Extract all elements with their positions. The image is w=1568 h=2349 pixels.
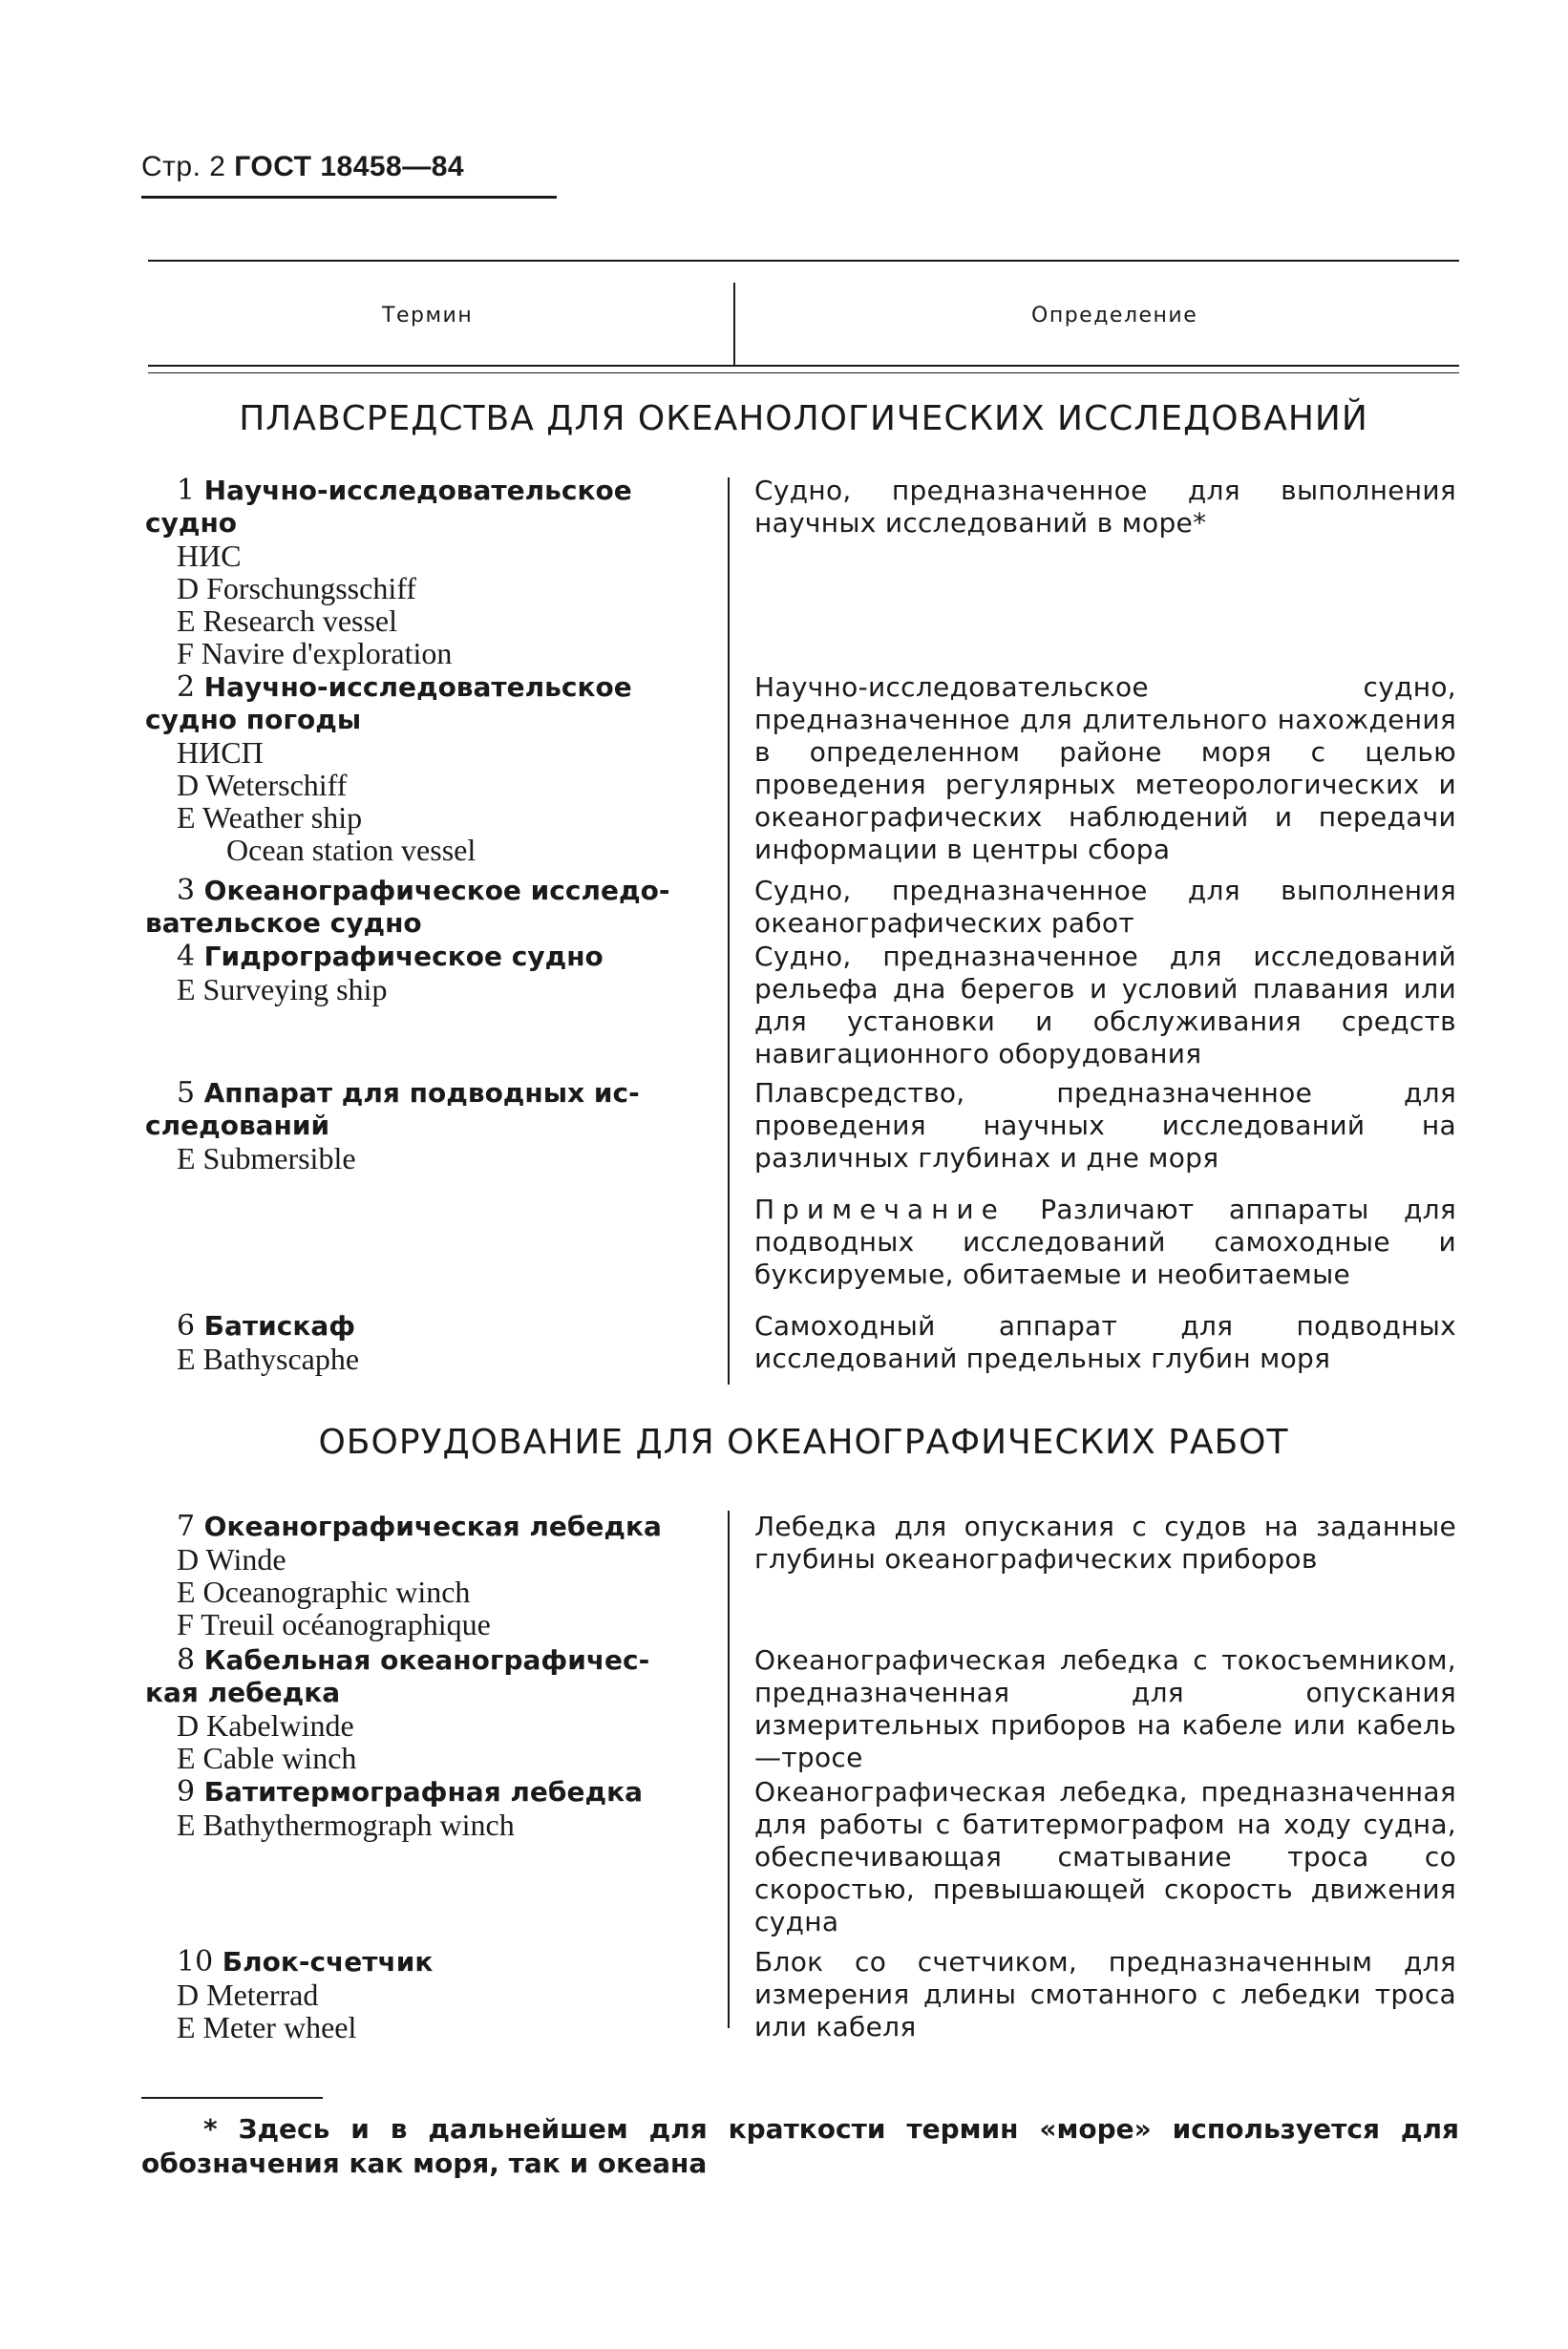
- term-title: Батискаф: [203, 1310, 356, 1342]
- term-abbreviation: НИС: [177, 539, 242, 573]
- definition: Самоходный аппарат для подводных исследований предельных глубин моря: [754, 1310, 1456, 1374]
- term-number: 1: [177, 474, 196, 507]
- term-foreign: E Weather ship: [177, 800, 363, 835]
- term-entry: [145, 875, 685, 940]
- table-head-rule: [148, 365, 1459, 367]
- term-title-cont: судно погоды: [145, 704, 362, 735]
- term-foreign: E Oceanographic winch: [177, 1575, 471, 1609]
- term-number: 10: [177, 1945, 214, 1979]
- term-entry: [145, 941, 685, 1005]
- footnote: * Здесь и в дальнейшем для краткости термин «море» используется для обозначения как моря, так и океана: [141, 2113, 1459, 2179]
- term-foreign: F Treuil océanographique: [177, 1607, 491, 1641]
- term-foreign: E Research vessel: [177, 603, 398, 638]
- term-foreign: Ocean station vessel: [226, 833, 477, 867]
- term-number: 3: [177, 874, 196, 907]
- table-head-rule-thin: [148, 372, 1459, 373]
- term-number: 8: [177, 1643, 196, 1677]
- definition: Блок со счетчиком, предназначенным для измерения длины смотанного с лебедки троса или кабеля: [754, 1946, 1456, 2042]
- term-entry: [145, 1776, 685, 1841]
- term-title: Батитермографная лебедка: [203, 1776, 643, 1808]
- term-number: 6: [177, 1309, 196, 1343]
- section-title: ПЛАВСРЕДСТВА ДЛЯ ОКЕАНОЛОГИЧЕСКИХ ИССЛЕДОВАНИЙ: [239, 399, 1368, 438]
- term-title-cont: кая лебедка: [145, 1677, 341, 1708]
- term-number: 7: [177, 1510, 196, 1543]
- footnote-rule: [141, 2097, 323, 2099]
- term-number: 5: [177, 1076, 196, 1110]
- term-foreign: D Winde: [177, 1542, 286, 1577]
- note-label: Примечание: [754, 1194, 1006, 1225]
- term-title: Кабельная океанографичес-: [203, 1644, 650, 1676]
- term-title: Океанографическое исследо-: [203, 875, 670, 906]
- term-entry: [145, 1511, 685, 1640]
- term-foreign: D Forschungsschiff: [177, 571, 416, 605]
- term-number: 9: [177, 1775, 196, 1809]
- term-foreign: E Bathythermograph winch: [177, 1808, 515, 1842]
- definition: Лебедка для опускания с судов на заданные глубины океанографических приборов: [754, 1511, 1456, 1575]
- term-title: Блок-счетчик: [222, 1946, 434, 1978]
- definition: Судно, предназначенное для выполнения океанографических работ: [754, 875, 1456, 939]
- term-entry: [145, 1310, 685, 1375]
- term-abbreviation: НИСП: [177, 735, 264, 770]
- page-header: [141, 151, 464, 183]
- term-foreign: F Navire d'exploration: [177, 636, 453, 670]
- term-title: Океанографическая лебедка: [203, 1511, 662, 1542]
- term-title: Научно-исследовательское: [203, 671, 632, 703]
- term-title: Научно-исследовательское: [203, 475, 632, 506]
- definition: Судно, предназначенное для исследований рельефа дна берегов и условий плавания или для установки и обслуживания средств навигационного оборудования: [754, 941, 1456, 1069]
- term-foreign: D Weterschiff: [177, 768, 348, 802]
- table-top-rule: [148, 260, 1459, 262]
- column-divider: [728, 1511, 730, 2028]
- column-header-terms: Термин: [382, 304, 474, 328]
- term-title-cont: следований: [145, 1110, 330, 1141]
- column-header-definition: Определение: [1031, 304, 1198, 328]
- term-entry: [145, 475, 685, 669]
- term-entry: [145, 1946, 685, 2043]
- term-title: Аппарат для подводных ис-: [203, 1077, 640, 1109]
- term-foreign: E Surveying ship: [177, 972, 388, 1006]
- definition-note: [754, 1194, 1456, 1291]
- term-foreign: E Meter wheel: [177, 2010, 357, 2044]
- column-header-divider: [733, 283, 735, 365]
- term-title-cont: вательское судно: [145, 907, 422, 939]
- term-entry: [145, 1644, 685, 1774]
- definition: Океанографическая лебедка, предназначенная для работы с батитермографом на ходу судна, обеспечивающая сматывание троса со скоростью, превышающей скорость движения судна: [754, 1776, 1456, 1937]
- definition: Плавсредство, предназначенное для проведения научных исследований на различных глубинах и дне моря: [754, 1077, 1456, 1174]
- term-foreign: E Cable winch: [177, 1741, 357, 1775]
- definition: Судно, предназначенное для выполнения научных исследований в море*: [754, 475, 1456, 539]
- definition: Океанографическая лебедка с токосъемником, предназначенная для опускания измерительных приборов на кабеле или кабель—тросе: [754, 1644, 1456, 1773]
- header-rule: [141, 196, 557, 199]
- note-text: Различают аппараты для подводных исследований самоходные и буксируемые, обитаемые и необитаемые: [754, 1194, 1457, 1290]
- term-title-cont: судно: [145, 507, 238, 539]
- term-foreign: D Meterrad: [177, 1978, 319, 2012]
- document-code: ГОСТ 18458—84: [234, 151, 465, 182]
- term-foreign: E Bathyscaphe: [177, 1342, 360, 1376]
- term-entry: [145, 1077, 685, 1174]
- column-divider: [728, 477, 730, 1385]
- section-title: ОБОРУДОВАНИЕ ДЛЯ ОКЕАНОГРАФИЧЕСКИХ РАБОТ: [318, 1423, 1289, 1462]
- definition: Научно-исследовательское судно, предназначенное для длительного нахождения в определенном районе моря с целью проведения регулярных метеорологических и океанографических наблюдений и передачи информации в центры сбора: [754, 671, 1456, 865]
- term-number: 2: [177, 670, 196, 704]
- term-entry: [145, 671, 685, 866]
- page-number: Стр. 2: [141, 151, 226, 182]
- term-title: Гидрографическое судно: [203, 941, 604, 972]
- term-number: 4: [177, 940, 196, 973]
- term-foreign: E Submersible: [177, 1141, 356, 1175]
- term-foreign: D Kabelwinde: [177, 1708, 354, 1743]
